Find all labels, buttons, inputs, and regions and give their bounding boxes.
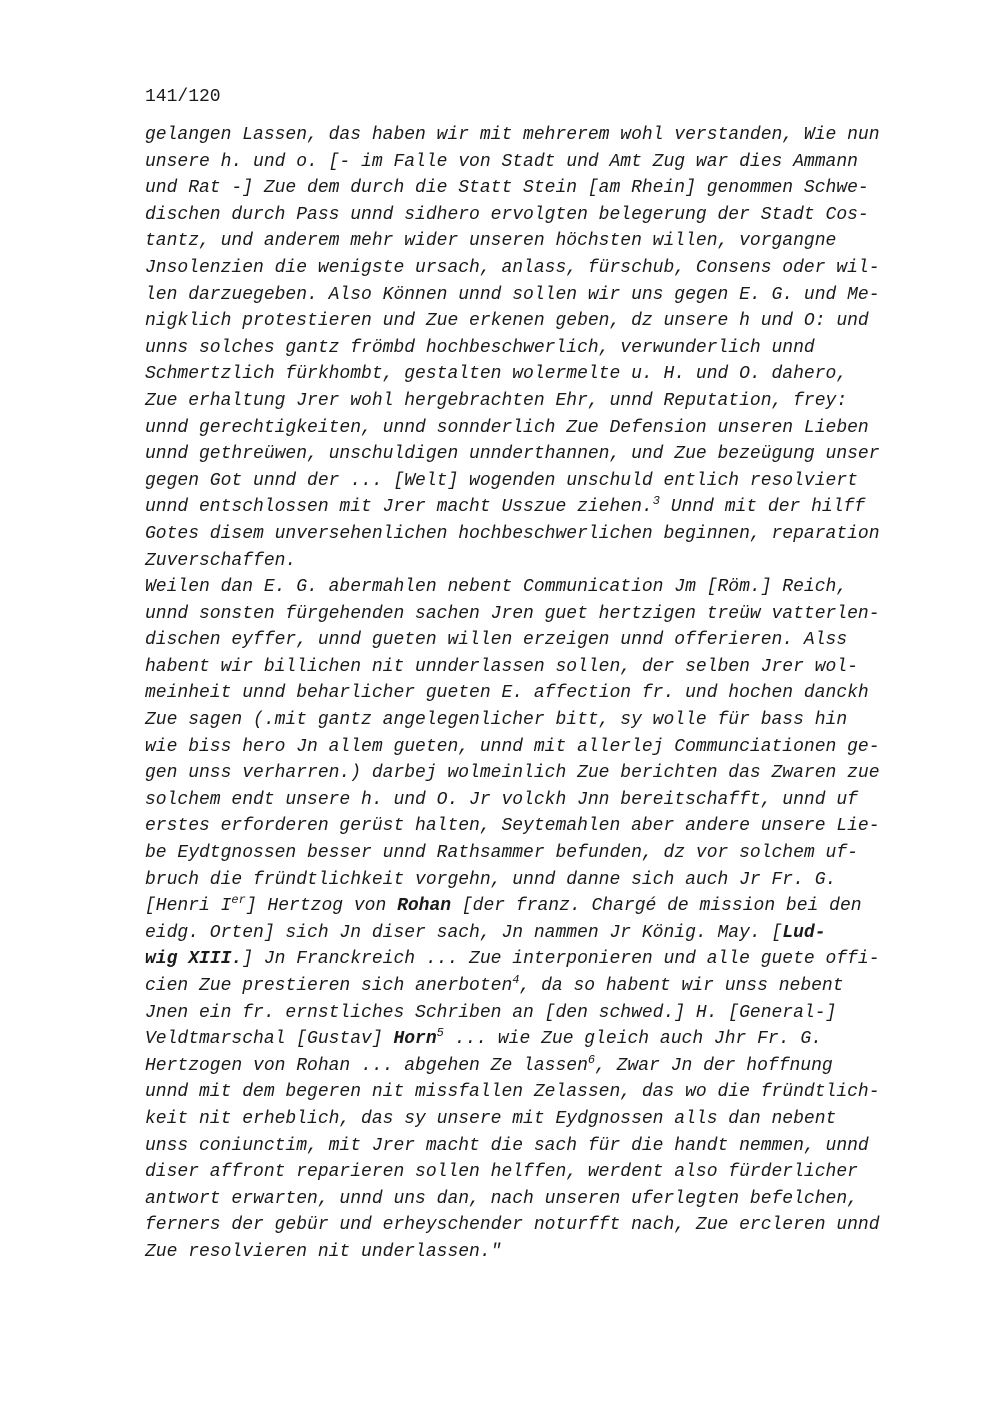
footnote-marker: 3 (652, 494, 660, 509)
text-line: diser affront reparieren sollen helffen, werdent also fürderlicher (145, 1162, 858, 1183)
text-line: antwort erwarten, unnd uns dan, nach unseren uferlegten befelchen, (145, 1188, 858, 1209)
text-segment: Veldtmarschal [Gustav] (145, 1029, 394, 1050)
text-line: unnd sonsten fürgehenden sachen Jren guet hertzigen treüw vatterlen- (145, 603, 880, 624)
footnote-marker: er (231, 893, 246, 908)
text-line: unss coniunctim, mit Jrer macht die sach für die handt nemmen, unnd (145, 1135, 869, 1156)
text-line: len darzuegeben. Also Können unnd sollen wir uns gegen E. G. und Me- (145, 284, 880, 305)
text-line: unns solches gantz frömbd hochbeschwerlich, verwunderlich unnd (145, 337, 815, 358)
text-line: gelangen Lassen, das haben wir mit mehrerem wohl verstanden, Wie nun (145, 125, 880, 145)
text-line: bruch die fründtlichkeit vorgehn, unnd danne sich auch Jr Fr. G. (145, 869, 837, 890)
text-line: Zue sagen (.mit gantz angelegenlicher bitt, sy wolle für bass hin (145, 710, 848, 731)
text-line: dischen eyffer, unnd gueten willen erzeigen unnd offerieren. Alss (145, 630, 848, 651)
text-line (145, 1053, 925, 1080)
text-line: ferners der gebür und erheyschender noturfft nach, Zue ercleren unnd (145, 1215, 880, 1236)
text-line: Weilen dan E. G. abermahlen nebent Communication Jm [Röm.] Reich, (145, 577, 848, 598)
bold-name: Rohan (397, 896, 452, 917)
text-line: habent wir billichen nit unnderlassen sollen, der selben Jrer wol- (145, 656, 858, 677)
footnote-marker: 6 (587, 1052, 596, 1067)
text-line: erstes erforderen gerüst halten, Seytemahlen aber andere unsere Lie- (145, 816, 880, 837)
text-line: keit nit erheblich, das sy unsere mit Eydgnossen alls dan nebent (145, 1108, 837, 1129)
text-segment: [Henri I (145, 896, 232, 917)
footnote-marker: 4 (512, 973, 520, 987)
text-segment: ] Hertzog von (245, 896, 398, 917)
bold-name: wig XIII. (145, 949, 243, 970)
bold-name: Horn (393, 1029, 437, 1050)
text-line: Schmertzlich fürkhombt, gestalten wolermelte u. H. und O. dahero, (145, 364, 848, 385)
text-line (145, 893, 925, 920)
page-number: 141/120 (145, 87, 221, 107)
text-line: und Rat -] Zue dem durch die Statt Stein [am Rhein] genommen Schwe- (145, 178, 869, 199)
text-segment: ... wie Zue gleich auch Jhr Fr. G. (443, 1029, 822, 1050)
text-line: Jnen ein fr. ernstliches Schriben an [den schwed.] H. [General-] (145, 1002, 837, 1023)
text-line: Zue erhaltung Jrer wohl hergebrachten Ehr, unnd Reputation, frey: (145, 390, 848, 411)
bold-name: Lud- (782, 922, 826, 943)
text-segment: cien Zue prestieren sich anerboten (145, 976, 513, 996)
text-segment: , Zwar Jn der hoffnung (595, 1055, 833, 1076)
text-line: Zue resolvieren nit underlassen." (145, 1241, 502, 1262)
text-line: gegen Got unnd der ... [Welt] wogenden unschuld entlich resolviert (145, 470, 858, 491)
text-line: be Eydtgnossen besser unnd Rathsammer befunden, dz vor solchem uf- (145, 843, 858, 864)
text-line: unnd gerechtigkeiten, unnd sonnderlich Zue Defension unseren Lieben (145, 417, 869, 438)
text-segment: [der franz. Chargé de mission bei den (451, 896, 862, 917)
text-line: wie biss hero Jn allem gueten, unnd mit allerlej Communciationen ge- (145, 736, 880, 757)
text-segment: Unnd mit der hilff (659, 497, 866, 518)
text-line: Gotes disem unversehenlichen hochbeschwerlichen beginnen, reparation (145, 523, 880, 544)
text-line: gen unss verharren.) darbej wolmeinlich Zue berichten das Zwaren zue (145, 763, 880, 784)
text-line (145, 973, 925, 1000)
text-line: unsere h. und o. [- im Falle von Stadt und Amt Zug war dies Ammann (145, 151, 858, 172)
text-segment: Hertzogen von Rohan ... abgehen Ze lassen (145, 1055, 588, 1076)
text-line (145, 1026, 925, 1053)
footnote-marker: 5 (436, 1026, 444, 1041)
text-segment: ] Jn Franckreich ... Zue interponieren und alle guete offi- (242, 949, 880, 970)
body-text (145, 122, 925, 1266)
text-line: dischen durch Pass unnd sidhero ervolgten belegerung der Stadt Cos- (145, 204, 869, 225)
text-line: Jnsolenzien die wenigste ursach, anlass, fürschub, Consens oder wil- (145, 257, 880, 278)
text-line: unnd gethreüwen, unschuldigen unnderthannen, und Zue bezeügung unser (145, 444, 880, 465)
text-line (145, 920, 925, 947)
text-line: Zuverschaffen. (145, 550, 297, 571)
text-line (145, 494, 925, 521)
text-line: unnd mit dem begeren nit missfallen Zelassen, das wo die fründtlich- (145, 1082, 880, 1103)
text-line (145, 946, 925, 973)
text-segment: unnd entschlossen mit Jrer macht Usszue ziehen. (145, 497, 653, 518)
text-line: meinheit unnd beharlicher gueten E. affection fr. und hochen danckh (145, 683, 869, 704)
text-line: nigklich protestieren und Zue erkenen geben, dz unsere h und O: und (145, 311, 869, 332)
text-segment: , da so habent wir unss nebent (519, 976, 844, 996)
text-segment: eidg. Orten] sich Jn diser sach, Jn nammen Jr König. May. [ (145, 922, 783, 943)
text-line: solchem endt unsere h. und O. Jr volckh Jnn bereitschafft, unnd uf (145, 789, 858, 810)
text-line: tantz, und anderem mehr wider unseren höchsten willen, vorgangne (145, 231, 837, 252)
